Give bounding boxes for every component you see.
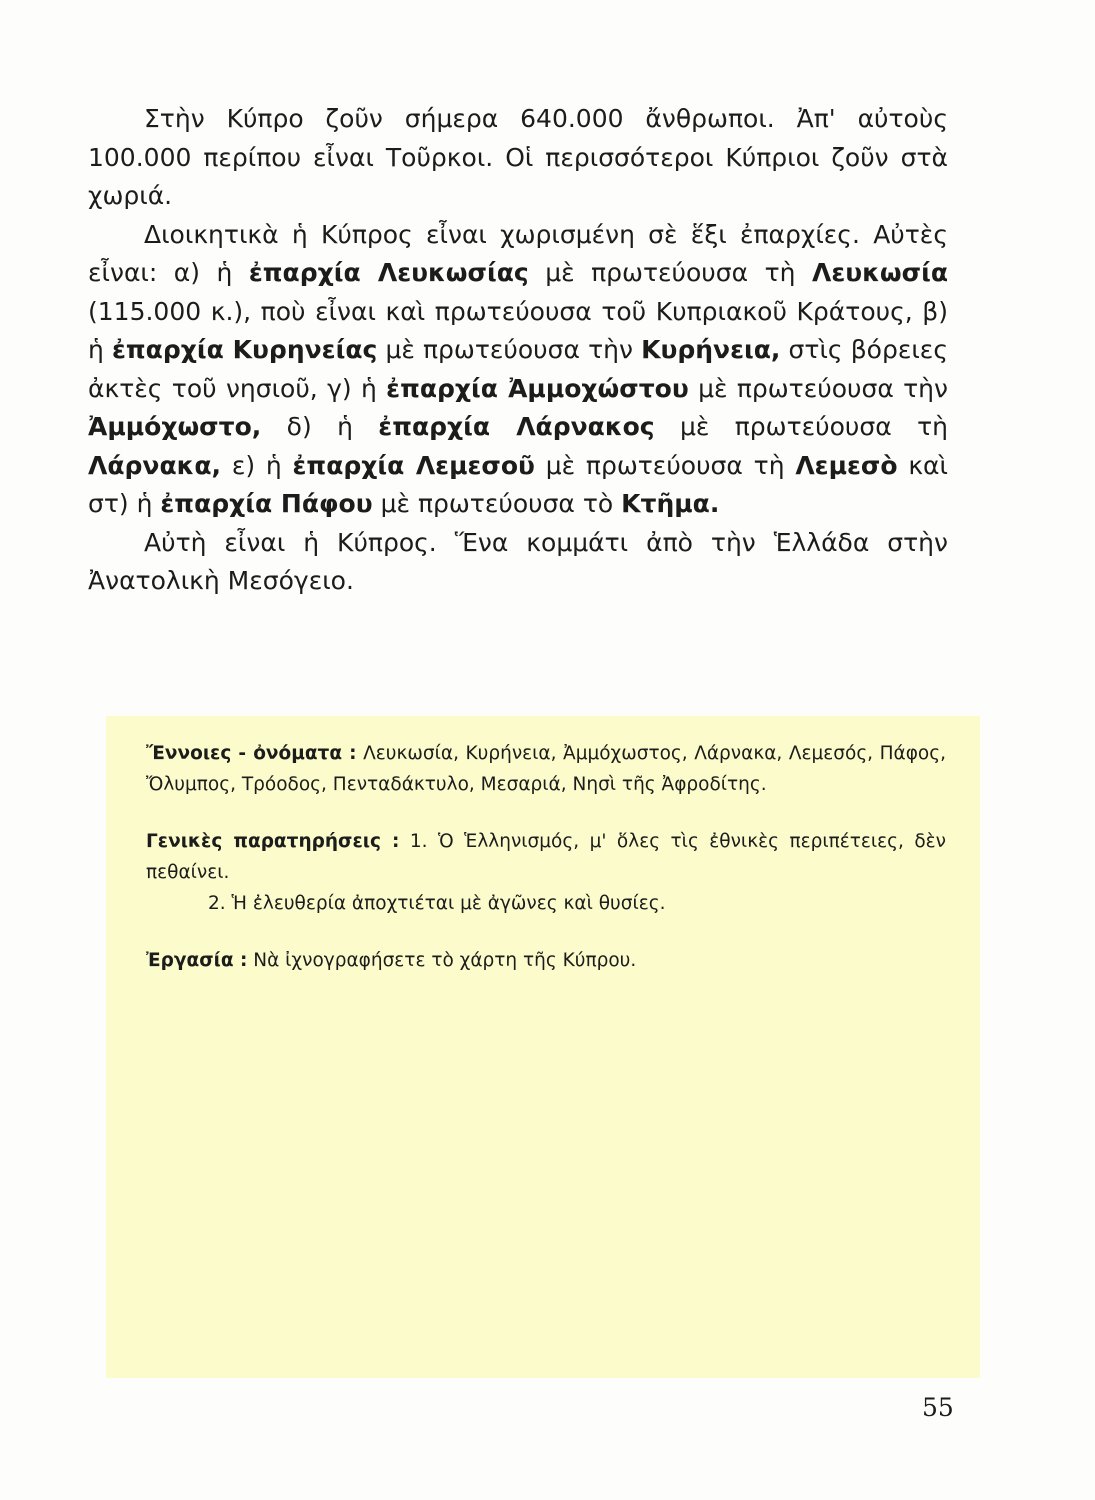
- paragraph-population: Στὴν Κύπρο ζοῦν σήμερα 640.000 ἄνθρωποι. Ἀπ' αὐτοὺς 100.000 περίπου εἶναι Τοῦρκοι. Οἱ περισσότεροι Κύπριοι ζοῦν στὰ χωριά.: [88, 104, 948, 210]
- general-item-1: 1. Ὁ Ἑλληνισμός, μ' ὅλες τὶς ἐθνικὲς περιπέτειες, δὲν πεθαίνει.: [146, 831, 946, 883]
- text-run: μὲ πρωτεύουσα τὸ: [372, 489, 622, 518]
- capital-kyrenia: Κυρήνεια,: [641, 335, 781, 364]
- concepts-note: [146, 738, 946, 800]
- work-label: Ἐργασία :: [146, 950, 248, 971]
- text-run: μὲ πρωτεύουσα τὴ: [534, 450, 796, 480]
- text-run: (115.000 κ.), ποὺ εἶναι καὶ πρωτεύουσα τοῦ Κυπριακοῦ Κράτους, β) ἡ: [88, 296, 948, 364]
- summary-content: [146, 738, 946, 976]
- text-run: μὲ πρωτεύουσα τὴν: [377, 335, 642, 364]
- page-number: 55: [922, 1393, 954, 1422]
- text-run: δ) ἡ: [261, 412, 379, 441]
- province-nicosia: ἐπαρχία Λευκωσίας: [248, 258, 529, 287]
- general-label: Γενικὲς παρατηρήσεις :: [146, 831, 400, 852]
- general-note: [146, 826, 946, 888]
- text-run: Διοικητικὰ ἡ Κύπρος εἶναι χωρισμένη σὲ ἕξι ἐπαρχίες. Αὐτὲς εἶναι: α) ἡ: [88, 219, 948, 287]
- main-text: [88, 100, 948, 601]
- text-run: μὲ πρωτεύουσα τὴ: [654, 412, 948, 441]
- general-item-2: 2. Ἡ ἐλευθερία ἀποχτιέται μὲ ἀγῶνες καὶ θυσίες.: [208, 893, 666, 914]
- work-note: [146, 945, 946, 976]
- work-text: Νὰ ἰχνογραφήσετε τὸ χάρτη τῆς Κύπρου.: [247, 950, 637, 971]
- summary-box: [106, 716, 980, 1378]
- text-run: στὶς βόρειες ἀκτὲς τοῦ νησιοῦ, γ) ἡ: [88, 335, 948, 403]
- paragraph-provinces: [88, 216, 948, 524]
- province-larnaca: ἐπαρχία Λάρνακος: [378, 412, 655, 441]
- capital-paphos: Κτῆμα.: [621, 489, 720, 518]
- concepts-label: Ἔννοιες - ὀνόματα :: [146, 743, 357, 764]
- province-limassol: ἐπαρχία Λεμεσοῦ: [292, 450, 535, 480]
- capital-famagusta: Ἀμμόχωστο,: [88, 412, 262, 441]
- province-kyrenia: ἐπαρχία Κυρηνείας: [111, 335, 378, 364]
- concepts-text: Λευκωσία, Κυρήνεια, Ἀμμόχωστος, Λάρνακα, Λεμεσός, Πάφος, Ὄλυμπος, Τρόοδος, Πενταδάκτυλο, Μεσαριά, Νησὶ τῆς Ἀφροδίτης.: [146, 743, 946, 795]
- text-run: μὲ πρωτεύουσα τὴν: [688, 373, 948, 403]
- province-famagusta: ἐπαρχία Ἀμμοχώστου: [386, 373, 689, 403]
- text-run: μὲ πρωτεύουσα τὴ: [528, 258, 812, 287]
- capital-nicosia: Λευκωσία: [811, 258, 948, 287]
- text-run: καὶ στ) ἡ: [88, 450, 948, 518]
- province-paphos: ἐπαρχία Πάφου: [160, 489, 373, 518]
- capital-limassol: Λεμεσὸ: [795, 450, 898, 480]
- capital-larnaca: Λάρνακα,: [88, 450, 222, 480]
- text-run: ε) ἡ: [221, 450, 293, 480]
- paragraph-summary: Αὐτὴ εἶναι ἡ Κύπρος. Ἕνα κομμάτι ἀπὸ τὴν Ἑλλάδα στὴν Ἀνατολικὴ Μεσόγειο.: [88, 527, 948, 595]
